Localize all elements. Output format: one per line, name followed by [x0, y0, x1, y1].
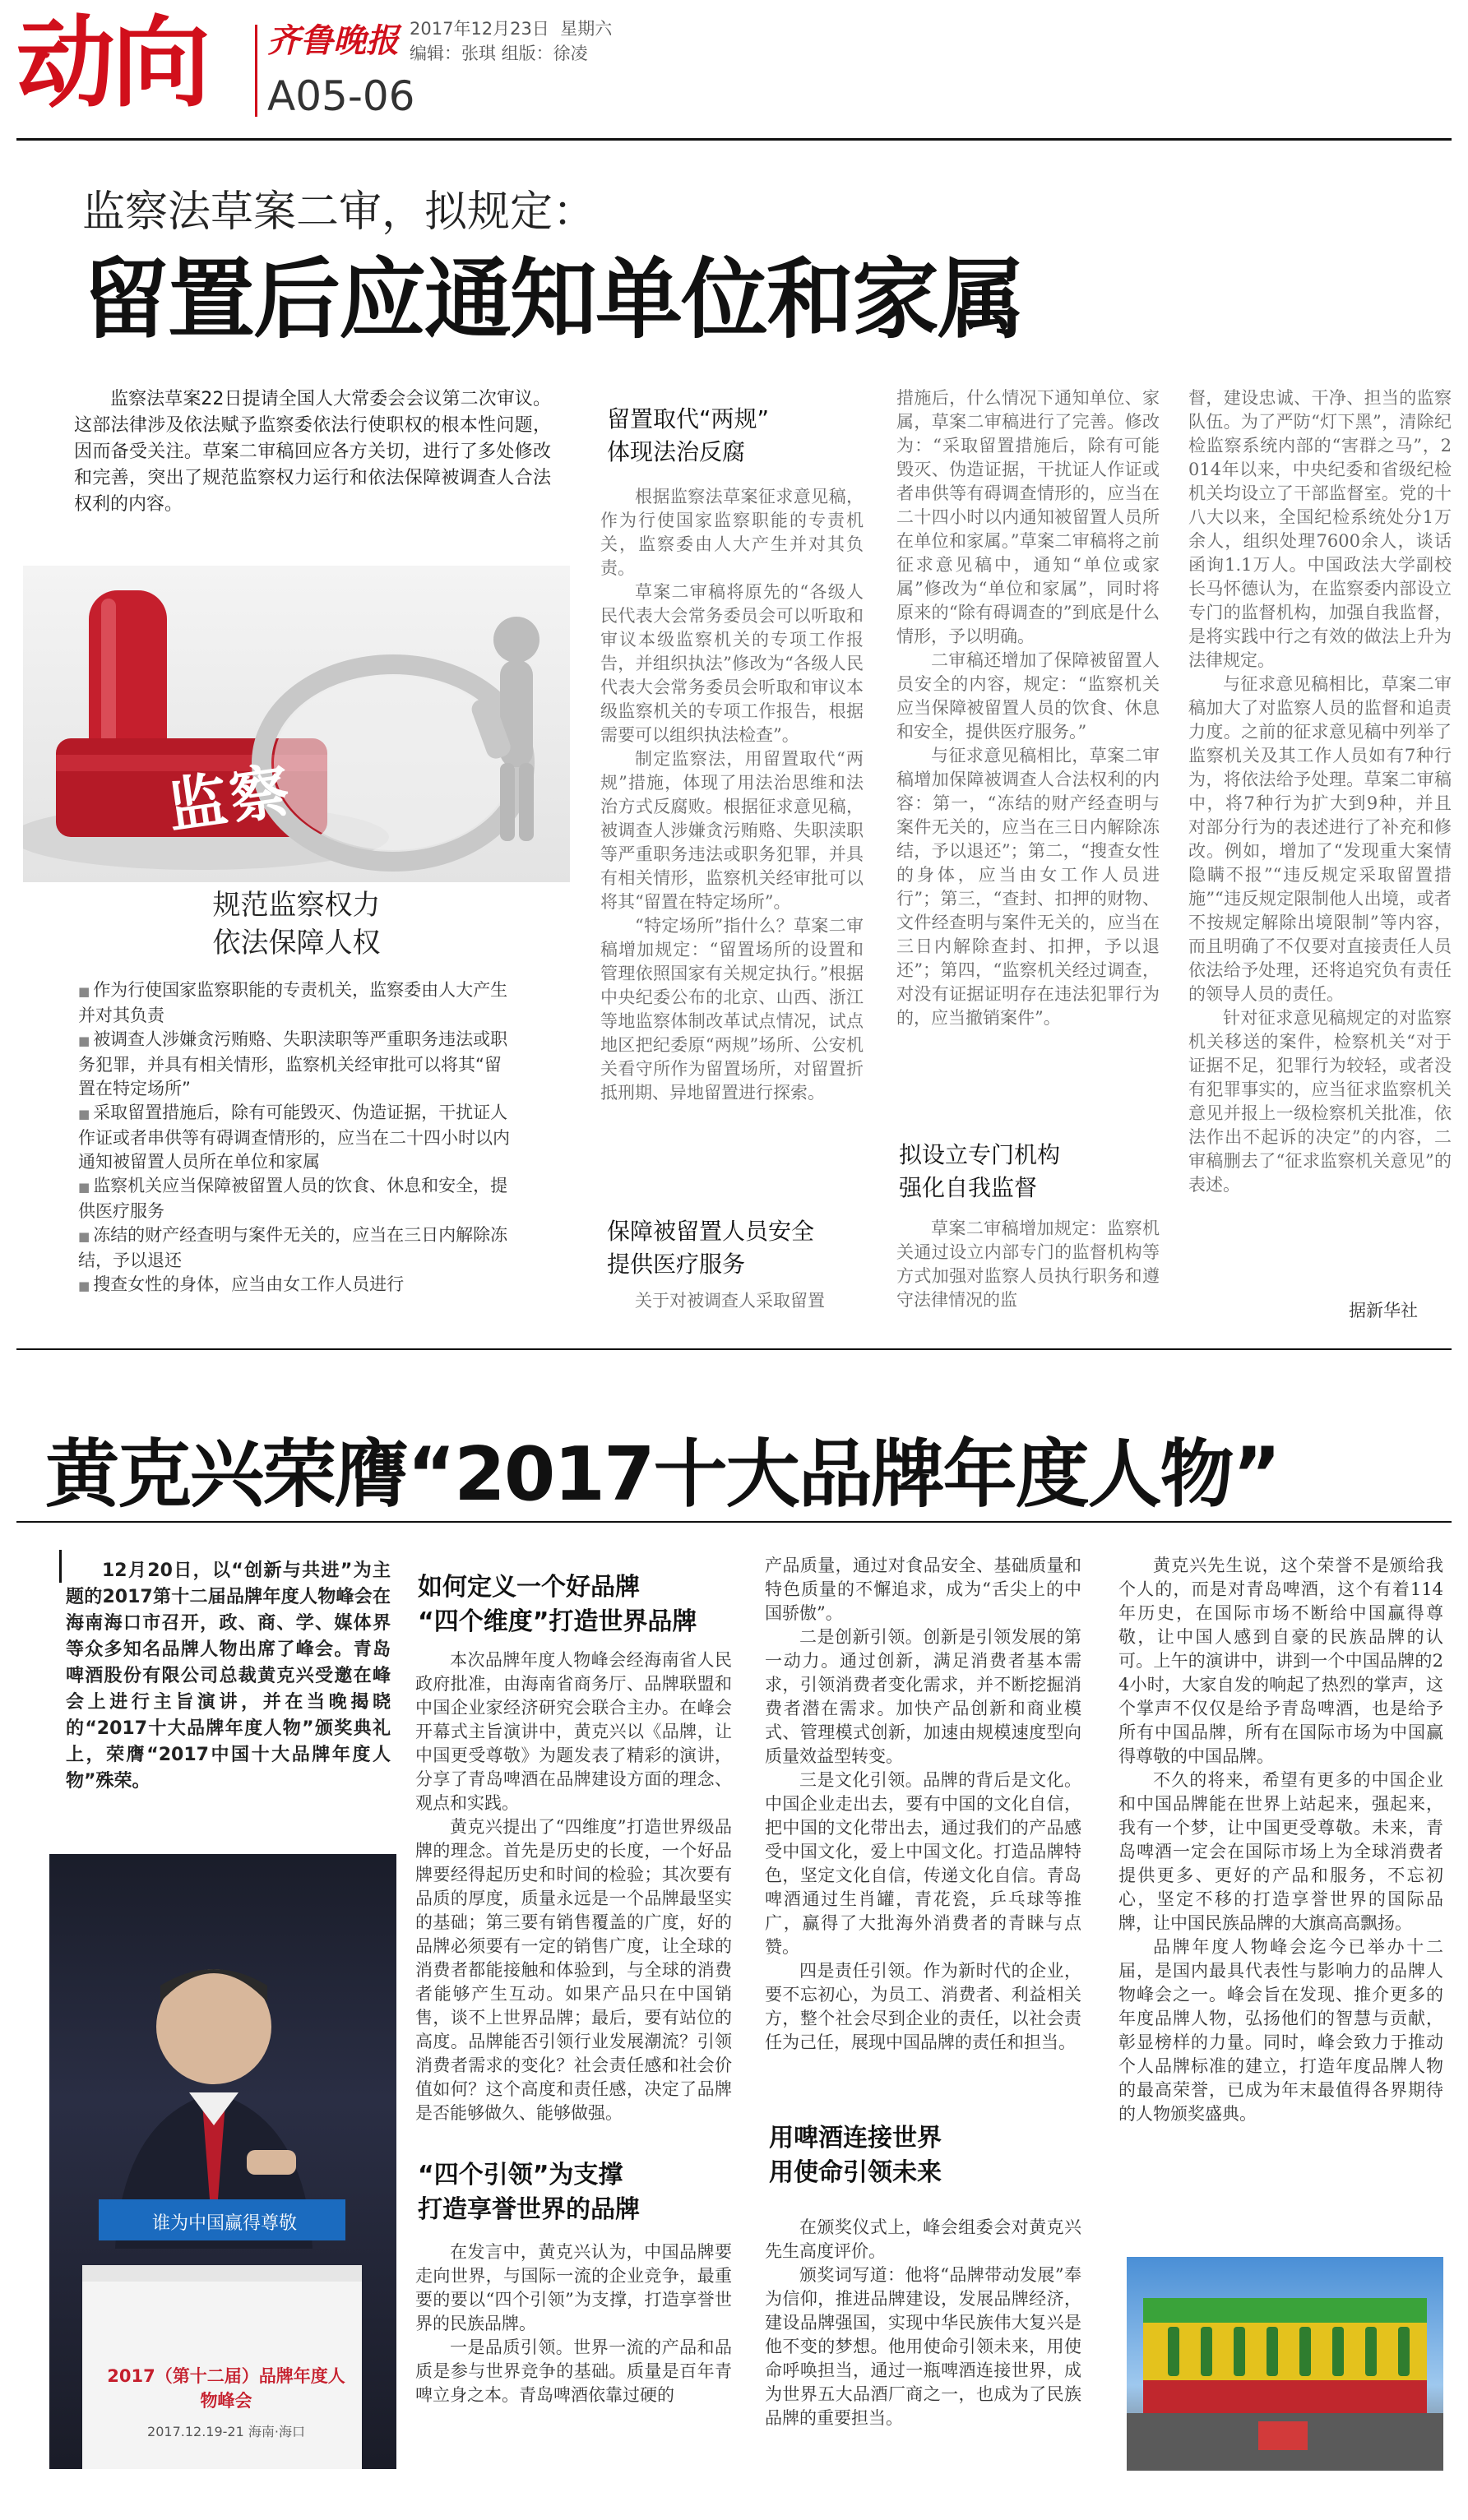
- story2-headline-rule: [16, 1521, 1452, 1523]
- subhead-line: “四个维度”打造世界品牌: [418, 1607, 697, 1636]
- subhead-line: 保障被留置人员安全: [607, 1218, 815, 1245]
- section-title: 动向: [16, 7, 207, 121]
- story2-subhead-3: [769, 2121, 942, 2190]
- subhead-line: 用使命引领未来: [769, 2158, 942, 2187]
- paragraph: 草案二审稿增加规定：监察机关通过设立内部专门的监督机构等方式加强对监察人员执行职务和遵守法律情况的监: [896, 1218, 1160, 1310]
- paragraph: 二是创新引领。创新是引领发展的第一动力。通过创新，满足消费者基本需求，引领消费者变化需求，并不断挖掘消费者潜在需求。加快产品创新和商业模式、管理模式创新，加速由规模速度型向质量效益型转变。: [765, 1627, 1081, 1766]
- paragraph: 产品质量，通过对食品安全、基础质量和特色质量的不懈追求，成为“舌尖上的中国骄傲”。: [765, 1556, 1081, 1623]
- subhead-line: 提供医疗服务: [607, 1251, 746, 1278]
- summary-title-line1: 规范监察权力: [212, 889, 381, 922]
- paragraph: 与征求意见稿相比，草案二审稿增加保障被调查人合法权利的内容：第一，“冻结的财产经查明与案件无关的，应当在三日内解除冻结，予以退还”；第二，“搜查女性的身体，应当由女工作人员进行”；第三，“查封、扣押的财物、文件经查明与案件无关的，应当在三日内解除查封、扣押，予以退还”；第四，“监察机关经过调查，对没有证据证明存在违法犯罪行为的，应当撤销案件”。: [896, 746, 1160, 1028]
- story1-subhead-2: [607, 1215, 814, 1281]
- weekday-text: 星期六: [560, 19, 613, 39]
- supervision-illustration: [23, 566, 570, 882]
- masthead-divider: [255, 25, 257, 117]
- stamp-figure-svg: [23, 566, 570, 882]
- stamp-label: 监察: [163, 755, 297, 842]
- story1-subhead-3: [899, 1139, 1060, 1205]
- story-divider: [16, 1348, 1452, 1350]
- story1-column-1: [600, 485, 864, 1184]
- building-svg: [1127, 2257, 1443, 2471]
- story1-column-2: [896, 386, 1160, 1131]
- subhead-line: 如何定义一个好品牌: [418, 1573, 640, 1602]
- story2-column-3: [1118, 1554, 1443, 2245]
- issue-date: [410, 16, 612, 41]
- subhead-line: 留置取代“两规”: [607, 405, 770, 432]
- paragraph: 品牌年度人物峰会迄今已举办十二届，是国内最具代表性与影响力的品牌人物峰会之一。峰会旨在发现、推介更多的年度品牌人物，弘扬他们的智慧与贡献，彰显榜样的力量。同时，峰会致力于推动个人品牌标准的建立，打造年度品牌人物的最高荣誉，已成为年末最值得各界期待的人物颁奖盛典。: [1118, 1937, 1443, 2124]
- subhead-line: 用啤酒连接世界: [769, 2124, 942, 2152]
- subhead-line: 体现法治反腐: [607, 438, 746, 465]
- paragraph: 本次品牌年度人物峰会经海南省人民政府批准，由海南省商务厅、品牌联盟和中国企业家经济研究会联合主办。在峰会开幕式主旨演讲中，黄克兴以《品牌，让中国更受尊敬》为题发表了精彩的演讲，分享了青岛啤酒在品牌建设方面的理念、观点和实践。: [415, 1650, 732, 1813]
- paragraph: 措施后，什么情况下通知单位、家属，草案二审稿进行了完善。修改为：“采取留置措施后，除有可能毁灭、伪造证据，干扰证人作证或者串供等有碍调查情形的，应当在二十四小时以内通知被留置人员所在单位和家属。”草案二审稿将之前征求意见稿中，通知“单位或家属”修改为“单位和家属”，同时将原来的“除有碍调查的”到底是什么情形，予以明确。: [896, 388, 1160, 646]
- paragraph: 制定监察法，用留置取代“两规”措施，体现了用法治思维和法治方式反腐败。根据征求意见稿，被调查人涉嫌贪污贿赂、失职渎职等严重职务违法或职务犯罪，并具有相关情形，监察机关经审批可以将其“留置在特定场所”。: [600, 749, 864, 912]
- paragraph: 关于对被调查人采取留置: [635, 1291, 825, 1311]
- podium-date: 2017.12.19-21 海南·海口: [147, 2424, 305, 2439]
- building-photo: [1127, 2257, 1443, 2471]
- paragraph: 在颁奖仪式上，峰会组委会对黄克兴先生高度评价。: [765, 2217, 1081, 2261]
- story1-subhead-1: [607, 403, 769, 469]
- paragraph: 草案二审稿将原先的“各级人民代表大会常务委员会可以听取和审议本级监察机关的专项工作报告，并组织执法”修改为“各级人民代表大会常务委员会听取和审议本级监察机关的专项工作报告，根据需要可以组织执法检查”。: [600, 582, 864, 745]
- paragraph: 黄克兴提出了“四维度”打造世界级品牌的理念。首先是历史的长度，一个好品牌要经得起历史和时间的检验；其次要有品质的厚度，质量永远是一个品牌最坚实的基础；第三要有销售覆盖的广度，好的品牌必须要有一定的销售广度，让全球的消费者都能接触和体验到，与全球的消费者能够产生互动。如果产品只在中国销售，谈不上世界品牌；最后，要有站位的高度。品牌能否引领行业发展潮流？引领消费者需求的变化？社会责任感和社会价值如何？这个高度和责任感，决定了品牌是否能够做久、能够做强。: [415, 1817, 732, 2123]
- newspaper-logo: 齐鲁晚报: [267, 21, 399, 60]
- date-text: 2017年12月23日: [410, 19, 549, 39]
- paragraph: 四是责任引领。作为新时代的企业，要不忘初心，为员工、消费者、利益相关方，整个社会尽到企业的责任，以社会责任为己任，展现中国品牌的责任和担当。: [765, 1961, 1081, 2052]
- summary-bullet: ■ 被调查人涉嫌贪污贿赂、失职渎职等严重职务违法或职务犯罪，并具有相关情形，监察机关经审批可以将其“留置在特定场所”: [78, 1028, 510, 1101]
- story1-kicker: 监察法草案二审，拟规定：: [82, 187, 596, 237]
- summary-bullet-list: [78, 978, 510, 1298]
- story1-column-3: [1188, 386, 1452, 1291]
- story1-column-2-tail: [896, 1217, 1160, 1315]
- story2-column-1-tail: [415, 2240, 732, 2487]
- story2-lead-frame: [59, 1550, 62, 1583]
- story2-subhead-1: [418, 1570, 697, 1639]
- subhead-line: “四个引领”为支撑: [418, 2161, 623, 2189]
- story2-column-2-tail: [765, 2216, 1081, 2487]
- paragraph: 在发言中，黄克兴认为，中国品牌要走向世界，与国际一流的企业竞争，最重要的要以“四个引领”为支撑，打造享誉世界的民族品牌。: [415, 2242, 732, 2333]
- paragraph: 与征求意见稿相比，草案二审稿加大了对监察人员的监督和追责力度。之前的征求意见稿中列举了监察机关及其工作人员如有7种行为，将依法给予处理。草案二审稿中，将7种行为扩大到9种，并且对部分行为的表述进行了补充和修改。例如，增加了“发现重大案情隐瞒不报”“违反规定采取留置措施”“违反规定限制他人出境，或者不按规定解除出境限制”等内容，而且明确了不仅要对直接责任人员依法给予处理，还将追究负有责任的领导人员的责任。: [1188, 674, 1452, 1004]
- story2-subhead-2: [418, 2158, 640, 2227]
- paragraph: 一是品质引领。世界一流的产品和品质是参与世界竞争的基础。质量是百年青啤立身之本。青岛啤酒依靠过硬的: [415, 2337, 732, 2405]
- editor-credits: 编辑：张琪 组版：徐凌: [410, 44, 588, 63]
- summary-title-line2: 依法保障人权: [212, 927, 381, 959]
- masthead-rule: [16, 138, 1452, 141]
- photo-banner-text: 谁为中国赢得尊敬: [152, 2213, 298, 2234]
- story1-source: 据新华社: [1349, 1301, 1418, 1320]
- story1-lead-text: 监察法草案22日提请全国人大常委会会议第二次审议。这部法律涉及依法赋予监察委依法行使职权的根本性问题，因而备受关注。草案二审稿回应各方关切，进行了多处修改和完善，突出了规范监察权力运行和依法保障被调查人合法权利的内容。: [74, 389, 551, 515]
- paragraph: 针对征求意见稿规定的对监察机关移送的案件，检察机关“对于证据不足，犯罪行为较轻，或者没有犯罪事实的，应当征求监察机关意见并报上一级检察机关批准，依法作出不起诉的决定”的内容，二审稿删去了“征求监察机关意见”的表述。: [1188, 1008, 1452, 1195]
- summary-bullet: ■ 搜查女性的身体，应当由女工作人员进行: [78, 1273, 510, 1298]
- summary-bullet: ■ 监察机关应当保障被留置人员的饮食、休息和安全，提供医疗服务: [78, 1174, 510, 1223]
- paragraph: 二审稿还增加了保障被留置人员安全的内容，规定：“监察机关应当保障被留置人员的饮食、休息和安全，提供医疗服务。”: [896, 650, 1160, 742]
- summary-box-title: [23, 886, 570, 962]
- paragraph: 督，建设忠诚、干净、担当的监察队伍。为了严防“灯下黑”，清除纪检监察系统内部的“害群之马”，2014年以来，中央纪委和省级纪检机关均设立了干部监督室。党的十八大以来，全国纪检系统处分1万余人，组织处理7600余人，谈话函询1.1万人。中国政法大学副校长马怀德认为，在监察委内部设立专门的监督机构，加强自我监督，是将实践中行之有效的做法上升为法律规定。: [1188, 388, 1452, 670]
- story1-column-1-tail: [600, 1289, 864, 1315]
- summary-bullet: ■ 采取留置措施后，除有可能毁灭、伪造证据，干扰证人作证或者串供等有碍调查情形的，应当在二十四小时以内通知被留置人员所在单位和家属: [78, 1101, 510, 1174]
- podium-title: 2017（第十二届）品牌年度人物峰会: [107, 2366, 345, 2411]
- paragraph: “特定场所”指什么？草案二审稿增加规定：“留置场所的设置和管理依照国家有关规定执行。”根据中央纪委公布的北京、山西、浙江等地监察体制改革试点情况，试点地区把纪委原“两规”场所、公安机关看守所作为留置场所，对留置折抵刑期、异地留置进行探索。: [600, 916, 864, 1103]
- paragraph: 颁奖词写道：他将“品牌带动发展”奉为信仰，推进品牌建设，发展品牌经济，建设品牌强国，实现中华民族伟大复兴是他不变的梦想。他用使命引领未来，用使命呼唤担当，通过一瓶啤酒连接世界，成为世界五大品酒厂商之一，也成为了民族品牌的重要担当。: [765, 2265, 1081, 2428]
- story2-lead-text: 12月20日，以“创新与共进”为主题的2017第十二届品牌年度人物峰会在海南海口市召开，政、商、学、媒体界等众多知名品牌人物出席了峰会。青岛啤酒股份有限公司总裁黄克兴受邀在峰会上进行主旨演讲，并在当晚揭晓的“2017十大品牌年度人物”颁奖典礼上，荣膺“2017中国十大品牌年度人物”殊荣。: [66, 1561, 391, 1792]
- story2-column-2: [765, 1554, 1081, 2117]
- paragraph: 黄克兴先生说，这个荣誉不是颁给我个人的，而是对青岛啤酒，这个有着114年历史，在国际市场不断给中国赢得尊敬，让中国人感到自豪的民族品牌的认可。上午的演讲中，讲到一个中国品牌的24小时，大家自发的响起了热烈的掌声，这个掌声不仅仅是给予青岛啤酒，也是给予所有中国品牌，所有在国际市场为中国赢得尊敬的中国品牌。: [1118, 1556, 1443, 1766]
- subhead-line: 打造享誉世界的品牌: [418, 2195, 640, 2224]
- summary-bullet: ■ 作为行使国家监察职能的专责机关，监察委由人大产生并对其负责: [78, 978, 510, 1028]
- page-number: A05-06: [267, 72, 415, 120]
- subhead-line: 拟设立专门机构: [899, 1141, 1061, 1168]
- speaker-photo: [49, 1854, 396, 2469]
- subhead-line: 强化自我监督: [899, 1174, 1038, 1201]
- story2-headline: 黄克兴荣膺“2017十大品牌年度人物”: [45, 1431, 1280, 1518]
- paragraph: 不久的将来，希望有更多的中国企业和中国品牌能在世界上站起来，强起来，我有一个梦，让中国更受尊敬。未来，青岛啤酒一定会在国际市场上为全球消费者提供更多、更好的产品和服务，不忘初心，坚定不移的打造享誉世界的国际品牌，让中国民族品牌的大旗高高飘扬。: [1118, 1770, 1443, 1933]
- story2-column-1: [415, 1648, 732, 2138]
- story1-headline: 留置后应通知单位和家属: [82, 249, 1023, 350]
- summary-bullet: ■ 冻结的财产经查明与案件无关的，应当在三日内解除冻结，予以退还: [78, 1223, 510, 1273]
- paragraph: 根据监察法草案征求意见稿，作为行使国家监察职能的专责机关，监察委由人大产生并对其负责。: [600, 487, 864, 578]
- paragraph: 三是文化引领。品牌的背后是文化。中国企业走出去，要有中国的文化自信，把中国的文化带出去，通过我们的产品感受中国文化，爱上中国文化。打造品牌特色，坚定文化自信，传递文化自信。青岛啤酒通过生肖罐，青花瓷，乒乓球等推广，赢得了大批海外消费者的青睐与点赞。: [765, 1770, 1081, 1957]
- story2-lead: [66, 1558, 391, 1795]
- story1-lead: [74, 386, 551, 518]
